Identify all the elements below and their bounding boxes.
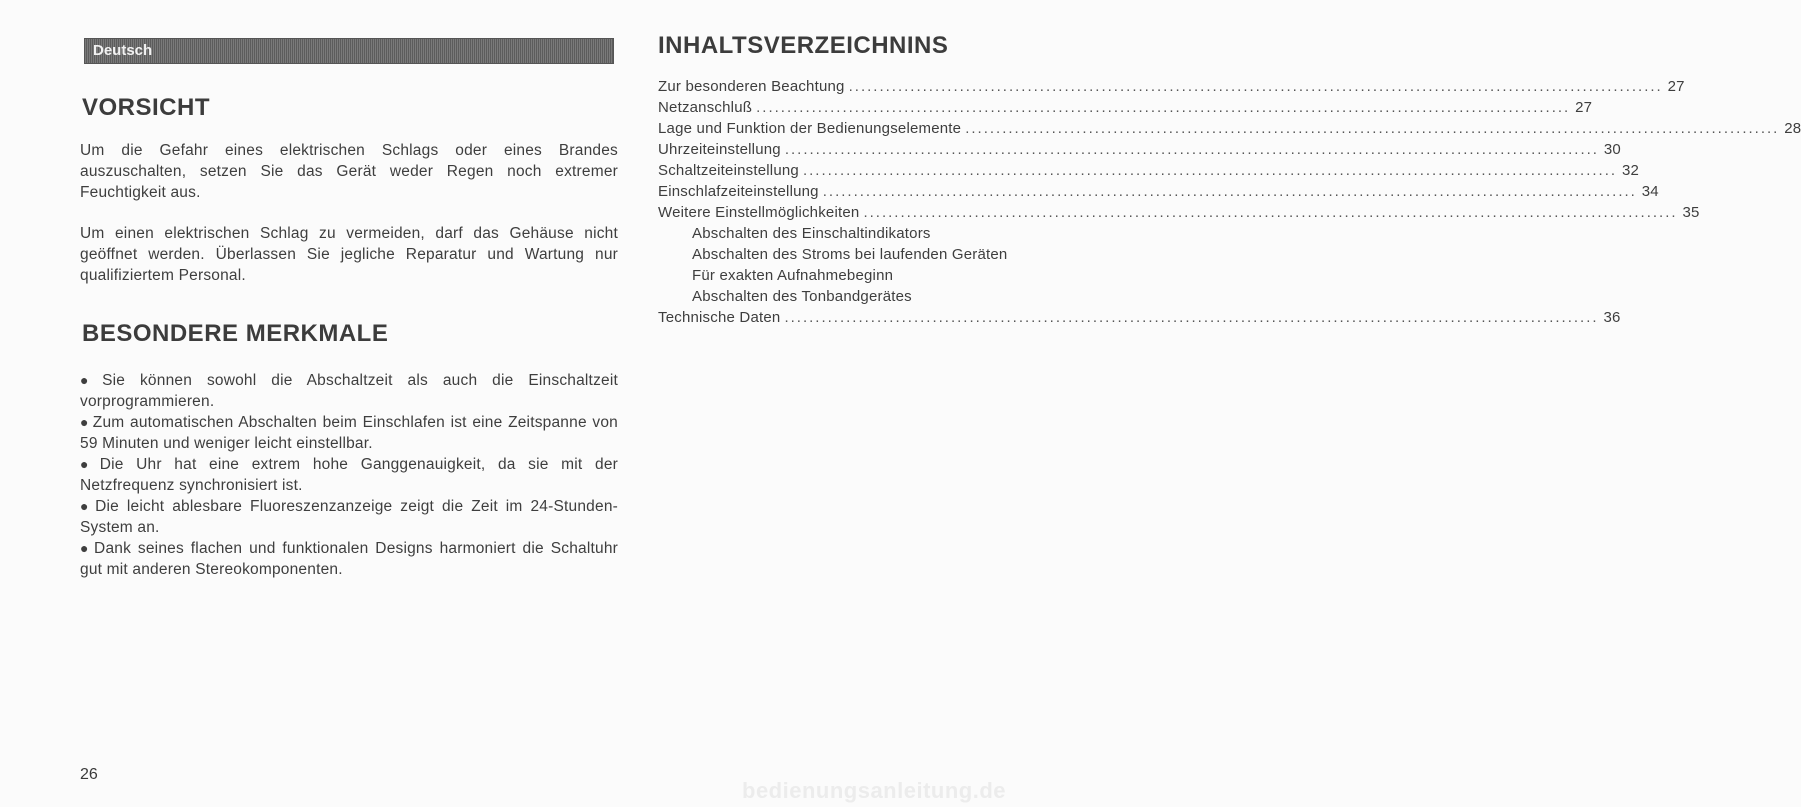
toc-entry[interactable]: [658, 139, 1621, 160]
toc-entry-page: 35: [1682, 204, 1700, 221]
toc-entry-page: 32: [1621, 162, 1640, 179]
toc-leader: ....................................................................................................................................: [784, 309, 1599, 326]
table-of-contents: [658, 76, 1801, 328]
bullet-icon: ●: [80, 540, 92, 556]
merkmale-heading: BESONDERE MERKMALE: [82, 320, 389, 347]
feature-item: [80, 454, 618, 496]
toc-entry-label: Technische Daten: [658, 309, 781, 326]
feature-text: Dank seines flachen und funktionalen Designs harmoniert die Schaltuhr gut mit anderen Stereokomponenten.: [80, 540, 619, 578]
feature-text: Die leicht ablesbare Fluoreszenzanzeige zeigt die Zeit im 24-Stunden-System an.: [80, 498, 618, 536]
toc-heading: INHALTSVERZEICHNINS: [658, 32, 949, 59]
toc-entry-page: 34: [1641, 183, 1659, 200]
toc-subentry-label: Abschalten des Tonbandgerätes: [692, 288, 912, 305]
toc-entry[interactable]: [658, 307, 1621, 328]
feature-item: [80, 370, 618, 412]
toc-entry-page: 27: [1575, 99, 1593, 116]
feature-list: [80, 370, 618, 580]
bullet-icon: ●: [80, 498, 93, 514]
toc-leader: ....................................................................................................................................: [822, 183, 1637, 200]
toc-entry-label: Zur besonderen Beachtung: [658, 78, 845, 95]
language-banner: [84, 38, 614, 64]
watermark: bedienungsanleitung.de: [742, 778, 1007, 803]
feature-text: Sie können sowohl die Abschaltzeit als auch die Einschaltzeit vorprogrammieren.: [80, 372, 618, 410]
page-number: 26: [80, 766, 98, 783]
language-label: Deutsch: [93, 42, 153, 59]
toc-entry-label: Schaltzeiteinstellung: [658, 162, 799, 179]
toc-subentry[interactable]: [658, 223, 1194, 244]
toc-leader: ....................................................................................................................................: [863, 204, 1678, 221]
toc-entry[interactable]: [658, 97, 1593, 118]
toc-subentry[interactable]: [658, 244, 1194, 265]
toc-entry[interactable]: [658, 118, 1801, 139]
toc-entry-label: Uhrzeiteinstellung: [658, 141, 781, 158]
vorsicht-heading: VORSICHT: [82, 94, 211, 121]
toc-leader: ....................................................................................................................................: [965, 120, 1780, 137]
toc-leader: ....................................................................................................................................: [756, 99, 1571, 116]
toc-entry[interactable]: [658, 181, 1659, 202]
toc-subentry-label: Abschalten des Einschaltindikators: [692, 225, 931, 242]
toc-entry-label: Weitere Einstellmöglichkeiten: [658, 204, 860, 221]
toc-entry-label: Netzanschluß: [658, 99, 753, 116]
toc-leader: ....................................................................................................................................: [848, 78, 1663, 95]
toc-entry-label: Einschlafzeiteinstellung: [658, 183, 819, 200]
vorsicht-paragraph-1: Um die Gefahr eines elektrischen Schlags oder eines Brandes auszuschalten, setzen Sie das Gerät weder Regen noch extremer Feuchtigkeit aus.: [80, 142, 618, 201]
feature-text: Zum automatischen Abschalten beim Einschlafen ist eine Zeitspanne von 59 Minuten und weniger leicht einstellbar.: [80, 414, 618, 452]
toc-entry-page: 28: [1784, 120, 1801, 137]
feature-item: [80, 496, 618, 538]
toc-subentry[interactable]: [658, 265, 1194, 286]
bullet-icon: ●: [80, 414, 90, 430]
toc-entry-label: Lage und Funktion der Bedienungselemente: [658, 120, 962, 137]
toc-subentry-label: Abschalten des Stroms bei laufenden Geräten: [692, 246, 1008, 263]
feature-item: [80, 412, 618, 454]
toc-entry-page: 36: [1603, 309, 1621, 326]
vorsicht-paragraph-2: Um einen elektrischen Schlag zu vermeiden, darf das Gehäuse nicht geöffnet werden. Überlassen Sie jegliche Reparatur und Wartung nur qualifiziertem Personal.: [80, 225, 618, 284]
bullet-icon: ●: [80, 372, 100, 388]
toc-subentry[interactable]: [658, 286, 1194, 307]
toc-entry-page: 30: [1603, 141, 1621, 158]
feature-text: Die Uhr hat eine extrem hohe Ganggenauigkeit, da sie mit der Netzfrequenz synchronisiert ist.: [80, 456, 619, 494]
toc-entry-page: 27: [1667, 78, 1685, 95]
toc-entry[interactable]: [658, 202, 1700, 223]
toc-subentry-label: Für exakten Aufnahmebeginn: [692, 267, 894, 284]
toc-leader: ....................................................................................................................................: [784, 141, 1599, 158]
toc-leader: ....................................................................................................................................: [802, 162, 1618, 179]
toc-entry[interactable]: [658, 160, 1640, 181]
toc-entry[interactable]: [658, 76, 1685, 97]
bullet-icon: ●: [80, 456, 97, 472]
feature-item: [80, 538, 618, 580]
